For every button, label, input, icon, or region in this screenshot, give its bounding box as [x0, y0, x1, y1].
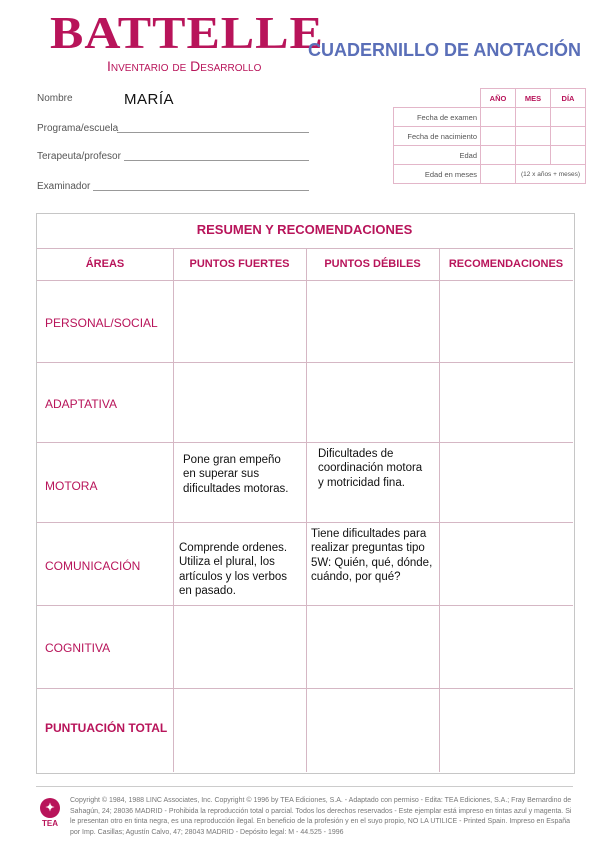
communication-weaknesses-note[interactable]: Tiene dificultades para realizar preguntas tipo 5W: Quién, qué, dónde, cuándo, por qué? [311, 528, 433, 584]
day-header: DÍA [551, 89, 586, 108]
birth-day-cell[interactable] [551, 127, 586, 146]
row-divider [37, 248, 573, 249]
area-cognitive: COGNITIVA [45, 641, 111, 655]
month-header: MES [516, 89, 551, 108]
document-title: CUADERNILLO DE ANOTACIÓN [308, 40, 581, 60]
column-divider [439, 248, 440, 772]
date-table-corner [435, 89, 480, 108]
months-formula: (12 x años + meses) [516, 165, 586, 184]
motor-strengths-note[interactable]: Pone gran empeño en superar sus dificultades motoras. [183, 454, 289, 495]
col-header-recommendations: RECOMENDACIONES [448, 258, 564, 270]
exam-date-label: Fecha de examen [394, 108, 481, 127]
program-label: Programa/escuela [37, 123, 119, 134]
row-divider [37, 280, 573, 281]
age-months-cell[interactable] [481, 165, 516, 184]
examiner-field[interactable] [93, 190, 309, 191]
publisher-logo-text: TEA [42, 819, 58, 828]
age-year-cell[interactable] [481, 146, 516, 165]
copyright-notice: Copyright © 1984, 1988 LINC Associates, Inc. Copyright © 1996 by TEA Ediciones, S.A. - Adaptado con permiso - Edita: TEA Ediciones, S.A.; Fray Bernardino de Sahagún, 24; 28036 MADRID - Prohibida la reproducción total o parcial. Todos los derechos reservados - Este ejemplar está impreso en tintas azul y magenta. Si le presentan otro en tinta negra, es una reproducción ilegal. En beneficio de la profesión y en el suyo propio, NO LA UTILICE - Printed Spain. Impreso en España por Imp. Casillas; Agustín Calvo, 47; 28043 MADRID - Depósito legal: M - 44.525 - 1996 [70, 797, 572, 836]
birth-month-cell[interactable] [516, 127, 551, 146]
publisher-logo [38, 798, 62, 828]
summary-title: RESUMEN Y RECOMENDACIONES [196, 222, 413, 237]
area-personal-social: PERSONAL/SOCIAL [45, 316, 158, 330]
age-month-cell[interactable] [516, 146, 551, 165]
year-header: AÑO [481, 89, 516, 108]
communication-strengths-note[interactable]: Comprende ordenes. Utiliza el plural, los artículos y los verbos en pasado. [179, 542, 288, 598]
brand-logo: BATTELLE [50, 7, 324, 58]
date-table [393, 88, 586, 184]
col-header-areas: ÁREAS [85, 258, 125, 270]
name-label: Nombre [37, 93, 73, 104]
birth-date-label: Fecha de nacimiento [394, 127, 481, 146]
program-field[interactable] [117, 132, 309, 133]
footer-divider [36, 786, 573, 787]
column-divider [173, 248, 174, 772]
area-motor: MOTORA [45, 479, 98, 493]
row-divider [37, 362, 573, 363]
area-communication: COMUNICACIÓN [45, 559, 141, 573]
examiner-label: Examinador [37, 181, 91, 192]
age-months-label: Edad en meses [394, 165, 481, 184]
area-adaptive: ADAPTATIVA [45, 397, 118, 411]
col-header-weaknesses: PUNTOS DÉBILES [324, 258, 421, 270]
column-divider [306, 248, 307, 772]
row-divider [37, 688, 573, 689]
birth-year-cell[interactable] [481, 127, 516, 146]
exam-year-cell[interactable] [481, 108, 516, 127]
row-divider [37, 605, 573, 606]
age-label: Edad [394, 146, 481, 165]
name-field[interactable]: MARÍA [124, 91, 175, 108]
row-divider [37, 442, 573, 443]
total-score-label: PUNTUACIÓN TOTAL [45, 721, 168, 735]
exam-month-cell[interactable] [516, 108, 551, 127]
row-divider [37, 522, 573, 523]
col-header-strengths: PUNTOS FUERTES [189, 258, 290, 270]
therapist-label: Terapeuta/profesor [37, 151, 121, 162]
motor-weaknesses-note[interactable]: Dificultades de coordinación motora y motricidad fina. [318, 448, 423, 489]
brand-subtitle: Inventario de Desarrollo [107, 58, 262, 74]
exam-day-cell[interactable] [551, 108, 586, 127]
tea-icon: ✦ [40, 798, 60, 818]
age-day-cell[interactable] [551, 146, 586, 165]
therapist-field[interactable] [124, 160, 309, 161]
date-table-corner [394, 89, 436, 108]
